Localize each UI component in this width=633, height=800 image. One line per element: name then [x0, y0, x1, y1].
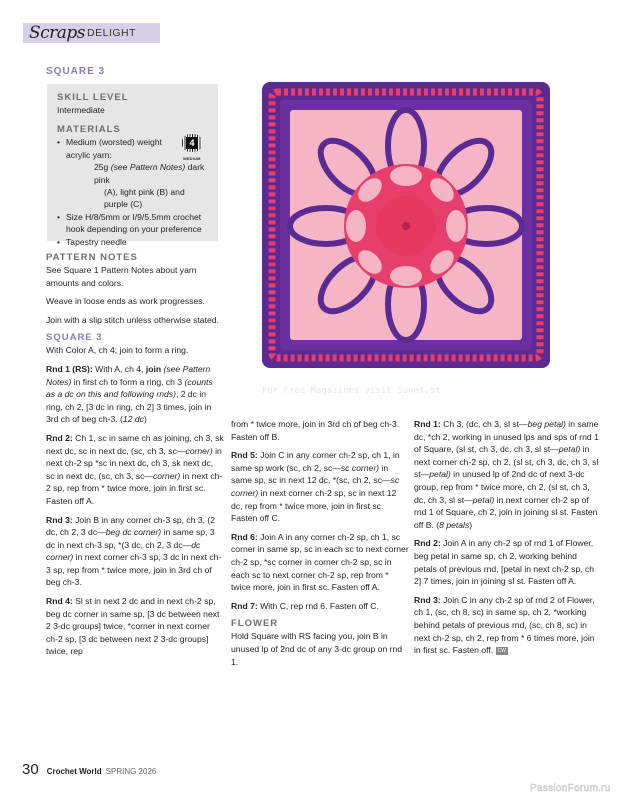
- pattern-note-1: See Square 1 Pattern Notes about yarn amounts and colors.: [46, 265, 197, 288]
- materials-heading: MATERIALS: [57, 124, 121, 136]
- materials-item-needle: • Tapestry needle: [57, 236, 208, 248]
- flower-heading: FLOWER: [231, 618, 279, 630]
- page-title: SQUARE 3: [46, 66, 106, 77]
- flower-rnd1-instructions: Rnd 1: Ch 3, (dc, ch 3, sl st—beg petal) in same dc, *ch 2, working in unused lps and sps of rnd 1 of Square, (sl st, ch 3, dc, ch 3, sl st—petal) in next corner ch-2 sp, ch 2, (sl st, ch 3, dc, ch 3, sl st—petal) in unused lp of 2nd dc of next 3-dc group, rep from * twice more, ch 2, (sl st, ch 3, dc, ch 3, sl st—petal) in next corner ch-2 sp of rnd 1 of Square, ch 2, join in joining sl st. Fasten off B. (8 petals): [414, 419, 599, 530]
- skill-level-heading: SKILL LEVEL: [57, 92, 129, 103]
- skill-materials-box: [47, 84, 218, 247]
- flower-rnd3-instructions: Rnd 3: Join C in any ch-2 sp of rnd 2 of Flower, ch 1, (sc, ch 8, sc) in same sp, ch 2, *working behind petals of previous rnd, (sc, ch 8, sc) in next ch-2 sp, ch 2, rep from * 6 times more, join in first sc. Fasten off. CW: [414, 594, 595, 656]
- issue-label: SPRING 2026: [105, 767, 157, 776]
- rnd4-continued: from * twice more, join in 3rd ch of beg ch-3. Fasten off B.: [231, 419, 400, 442]
- materials-item-hook: • Size H/8/5mm or I/9/5.5mm crochet hook depending on your preference: [57, 211, 208, 236]
- flower-rnd2-instructions: Rnd 2: Join A in any ch-2 sp of rnd 1 of Flower, beg petal in same sp, ch 2, working behind petals of previous rnd, [petal in next ch-2 sp, ch 2] 7 times, join in joining sl st. Fasten off A.: [414, 538, 595, 587]
- column-2: [231, 418, 409, 674]
- materials-item-yarn: • Medium (worsted) weight acrylic yarn: 25g (see Pattern Notes) dark pink (A), light pink (B) and purple (C): [57, 136, 208, 210]
- crochet-square-photo: [258, 76, 556, 376]
- photo-watermark: For Free Magazines visit Sanet.st: [262, 386, 441, 396]
- banner-script-text: Scraps: [29, 22, 86, 43]
- square3-heading: SQUARE 3: [46, 332, 103, 344]
- pattern-note-2: Weave in loose ends as work progresses.: [46, 296, 205, 307]
- page-number: 30: [22, 761, 39, 778]
- column-1: [46, 252, 224, 664]
- rnd3-instructions: Rnd 3: Join B in any corner ch-3 sp, ch 3, (2 dc, ch 2, 3 dc—beg dc corner) in same sp, 3 dc in next ch-3 sp, *(3 dc, ch 2, 3 dc—dc corner) in next corner ch-3 sp, 3 dc in next ch-3 sp, rep from * twice more, join in 3rd ch of beg ch-3.: [46, 514, 222, 588]
- site-watermark: PassionForum.ru: [530, 783, 611, 794]
- yarn-weight-icon: 4 MEDIUM: [178, 134, 206, 160]
- flower-intro: Hold Square with RS facing you, join B in unused lp of 2nd dc of any 3-dc group on rnd 1.: [231, 631, 403, 667]
- rnd5-instructions: Rnd 5: Join C in any corner ch-2 sp, ch 1, in same sp work (sc, ch 2, sc—sc corner) in same sp, sc in next 12 dc, *(sc, ch 2, sc—sc corner) in next corner ch-2 sp, sc in next 12 dc, rep from * twice more, join in first sc. Fasten off C.: [231, 450, 400, 524]
- square3-intro: With Color A, ch 4; join to form a ring.: [46, 345, 189, 356]
- end-of-pattern-icon: CW: [497, 647, 506, 654]
- banner-caps-text: DELIGHT: [87, 26, 137, 39]
- pattern-notes-heading: PATTERN NOTES: [46, 252, 138, 263]
- rnd1-instructions: Rnd 1 (RS): With A, ch 4, join (see Pattern Notes) in first ch to form a ring, ch 3 (counts as a dc on this and following rnds), 2 dc in ring, ch 2, [3 dc in ring, ch 2] 3 times, join in 3rd ch of beg ch-3. (12 dc): [46, 363, 213, 425]
- column-3: [414, 418, 600, 663]
- rnd2-instructions: Rnd 2: Ch 1, sc in same ch as joining, ch 3, sk next dc, sc in next dc, (sc, ch 3, sc—corner) in next ch-2 sp *sc in next dc, ch 3, sk next dc, sc in next dc, (sc, ch 3, sc—corner) in next ch-2 sp, rep from * twice more, join in first sc. Fasten off A.: [46, 432, 224, 506]
- magazine-name: Crochet World: [46, 767, 102, 776]
- page-footer: [22, 761, 157, 779]
- skill-level-value: Intermediate: [57, 105, 105, 115]
- rnd6-instructions: Rnd 6: Join A in any corner ch-2 sp, ch 1, sc corner in same sp, sc in each sc to next corner ch-2 sp, *sc corner in corner ch-2 sp, sc in each sc to next corner ch-2 sp, rep from * twice more, join in first sc. Fasten off A.: [231, 531, 409, 593]
- section-banner: [23, 23, 160, 43]
- rnd7-instructions: Rnd 7: With C, rep rnd 6. Fasten off C.: [231, 600, 379, 611]
- pattern-note-3: Join with a slip stitch unless otherwise stated.: [46, 314, 219, 325]
- rnd4-instructions: Rnd 4: Sl st in next 2 dc and in next ch-2 sp, beg dc corner in same sp, [3 dc between next 2 3-dc groups] twice, *corner in next corner ch-2 sp, [3 dc between next 2 3-dc groups] twice, rep: [46, 596, 220, 657]
